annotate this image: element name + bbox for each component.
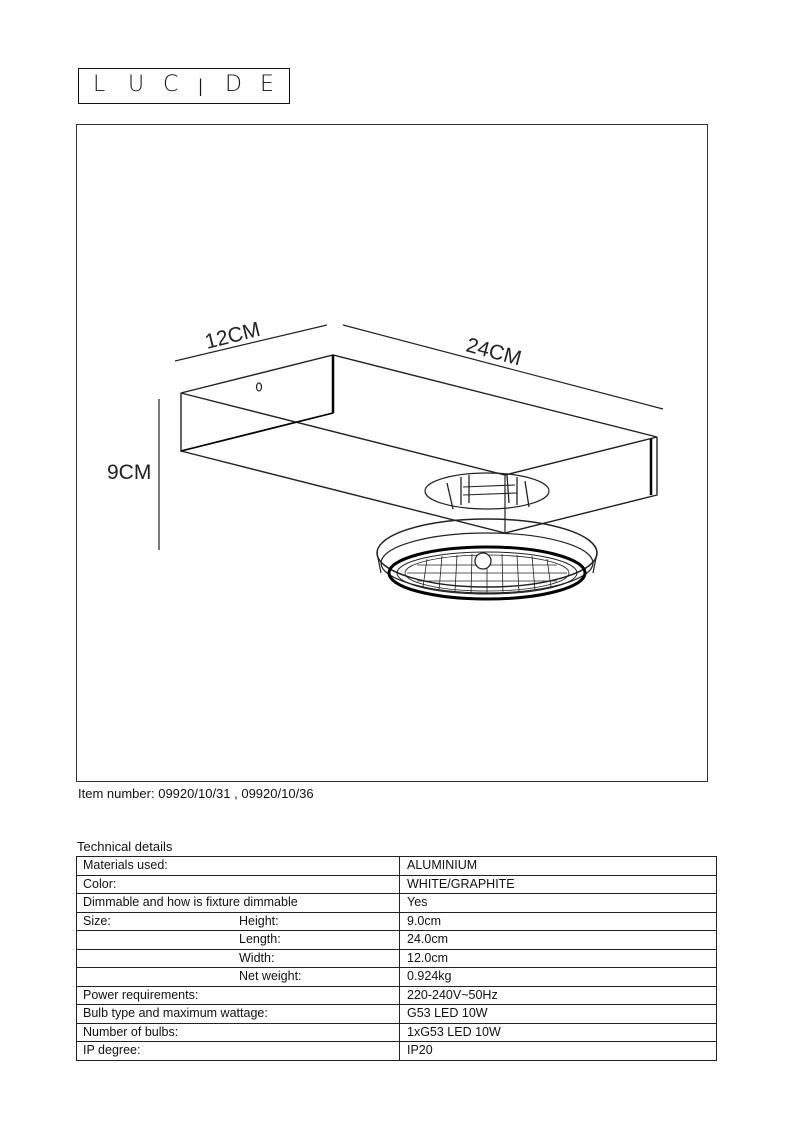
- table-row: [77, 912, 717, 931]
- spec-value: 24.0cm: [400, 931, 717, 950]
- table-row: [77, 968, 717, 987]
- spec-label: Size:: [77, 912, 234, 931]
- table-row: [77, 857, 717, 876]
- spec-sublabel: Length:: [233, 931, 400, 950]
- item-number: [78, 786, 314, 801]
- spec-sublabel: [233, 875, 400, 894]
- length-dimension-line: [343, 325, 663, 409]
- logo-letter: U: [128, 72, 145, 97]
- table-row: [77, 1023, 717, 1042]
- box-top-face: [181, 355, 657, 475]
- logo-letter: I: [197, 74, 205, 102]
- fixture-drawing: [77, 125, 709, 783]
- spec-label: [77, 949, 234, 968]
- gimbal-ring: [425, 473, 549, 509]
- depth-label: 12CM: [202, 317, 263, 354]
- logo-letter: L: [93, 72, 106, 97]
- spec-label: Materials used:: [77, 857, 234, 876]
- table-row: [77, 894, 717, 913]
- table-row: [77, 949, 717, 968]
- spec-sublabel: Width:: [233, 949, 400, 968]
- technical-details-title: Technical details: [77, 839, 173, 854]
- spec-value: WHITE/GRAPHITE: [400, 875, 717, 894]
- spec-sublabel: [233, 1023, 400, 1042]
- spec-label: Color:: [77, 875, 234, 894]
- spec-label: Dimmable and how is fixture dimmable: [77, 894, 400, 913]
- spec-sublabel: [233, 986, 400, 1005]
- length-label: 24CM: [463, 333, 524, 371]
- spec-label: Number of bulbs:: [77, 1023, 234, 1042]
- logo-letter: D: [225, 72, 242, 97]
- spec-sublabel: Height:: [233, 912, 400, 931]
- height-label: 9CM: [107, 461, 152, 484]
- spec-value: 0.924kg: [400, 968, 717, 987]
- table-row: [77, 1005, 717, 1024]
- spec-label: Power requirements:: [77, 986, 234, 1005]
- drawing-frame: [76, 124, 708, 782]
- technical-details-table: [76, 856, 717, 1061]
- spec-value: 9.0cm: [400, 912, 717, 931]
- spec-label: [77, 931, 234, 950]
- table-row: [77, 875, 717, 894]
- bulb-icon: [475, 553, 491, 569]
- spec-value: IP20: [400, 1042, 717, 1061]
- box-left-face: [181, 355, 333, 451]
- spec-value: 12.0cm: [400, 949, 717, 968]
- item-number-value: 09920/10/31 , 09920/10/36: [158, 786, 314, 801]
- logo-letter: C: [163, 72, 179, 97]
- spec-sublabel: [233, 857, 400, 876]
- brand-logo: [78, 68, 290, 104]
- table-row: [77, 986, 717, 1005]
- box-front-face: [181, 437, 657, 533]
- spec-sublabel: Net weight:: [233, 968, 400, 987]
- spec-label: IP degree:: [77, 1042, 234, 1061]
- spec-value: G53 LED 10W: [400, 1005, 717, 1024]
- table-row: [77, 931, 717, 950]
- spec-value: 220-240V~50Hz: [400, 986, 717, 1005]
- spec-sublabel: [233, 1042, 400, 1061]
- spec-label: [77, 968, 234, 987]
- spec-value: Yes: [400, 894, 717, 913]
- screw-icon: [257, 383, 262, 391]
- spec-value: ALUMINIUM: [400, 857, 717, 876]
- spec-value: 1xG53 LED 10W: [400, 1023, 717, 1042]
- item-number-label: Item number:: [78, 786, 155, 801]
- spec-label: Bulb type and maximum wattage:: [77, 1005, 400, 1024]
- logo-letter: E: [260, 72, 274, 97]
- table-row: [77, 1042, 717, 1061]
